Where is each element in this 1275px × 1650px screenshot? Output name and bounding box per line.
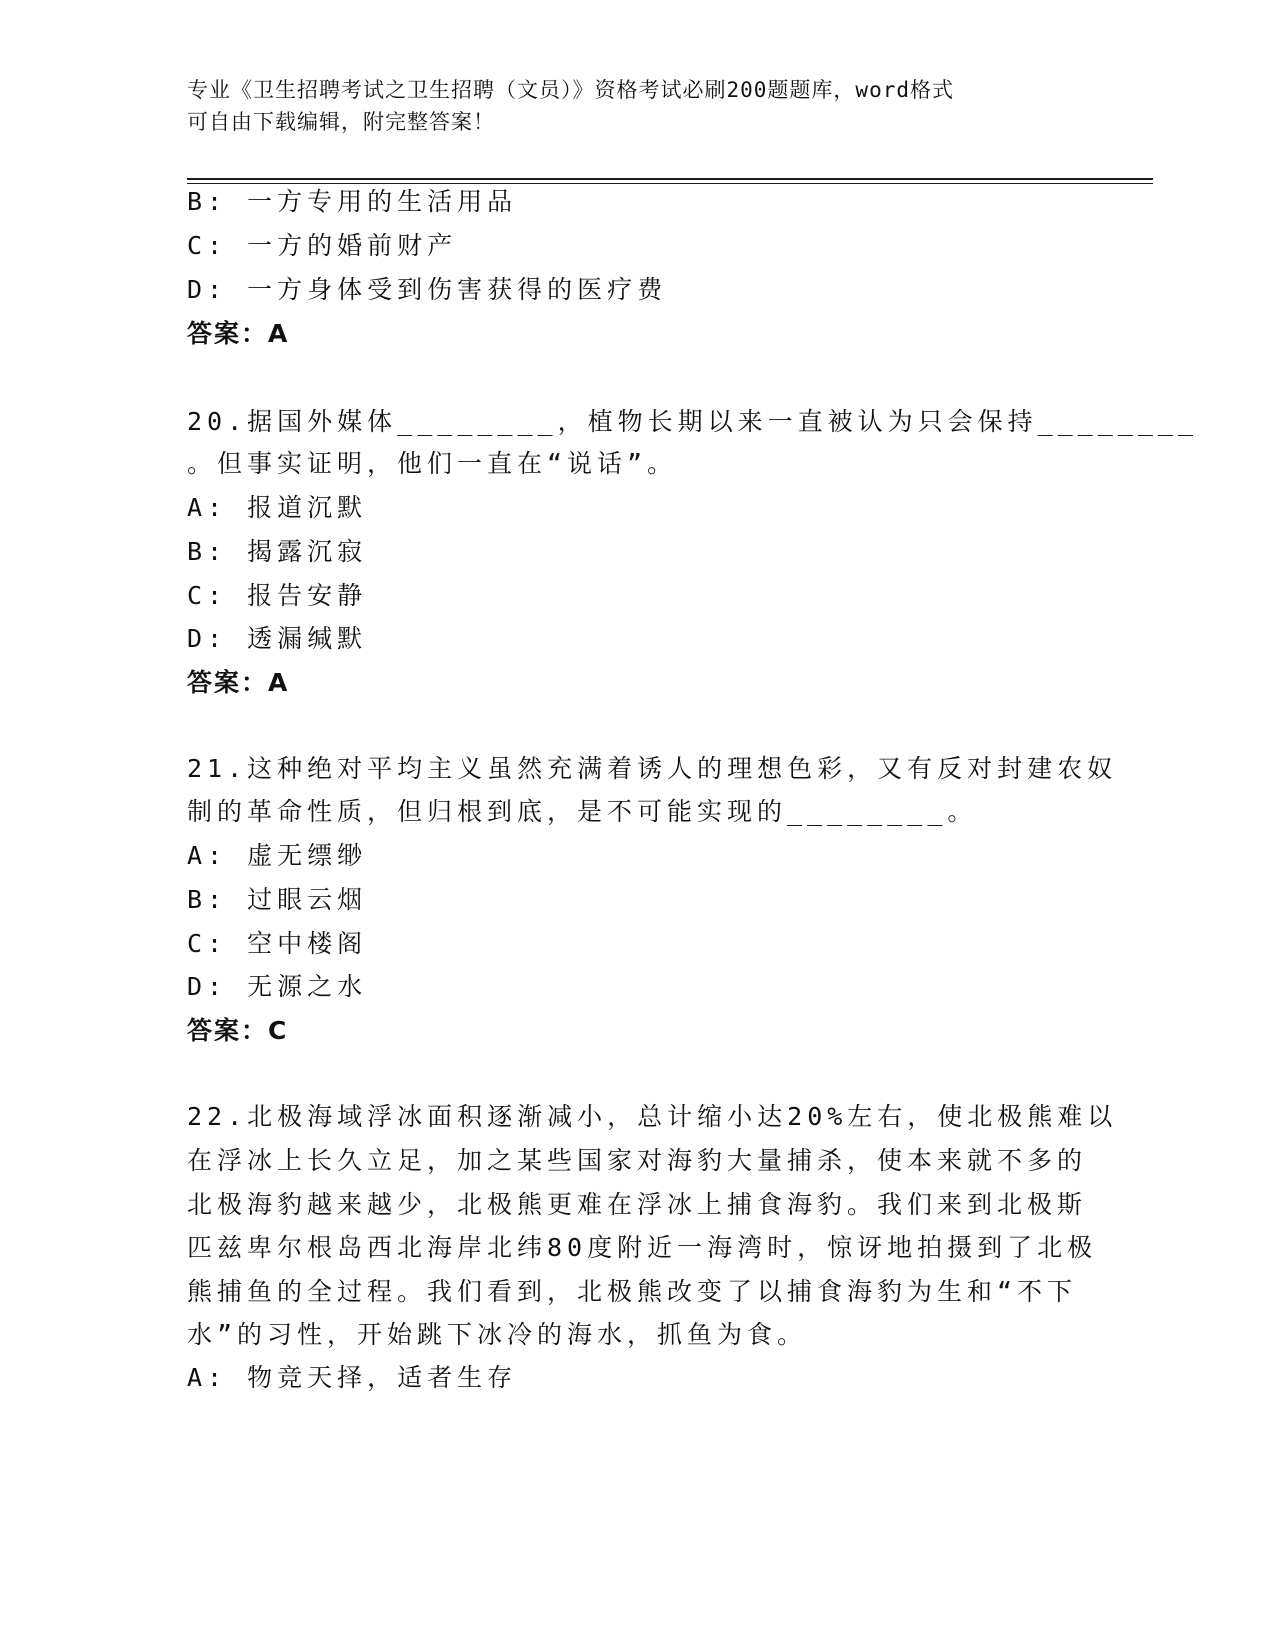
q20-option-a: A: 报道沉默 [187, 493, 368, 522]
header-line-2: 可自由下载编辑，附完整答案！ [187, 110, 495, 134]
q22-stem-line-3: 北极海豹越来越少，北极熊更难在浮冰上捕食海豹。我们来到北极斯 [187, 1190, 1088, 1219]
q19-answer: 答案：A [187, 319, 290, 348]
q21-option-a: A: 虚无缥缈 [187, 841, 368, 870]
q21-option-b: B: 过眼云烟 [187, 885, 368, 914]
q21-stem-line-2: 制的革命性质，但归根到底，是不可能实现的________。 [187, 797, 978, 826]
q21-answer: 答案：C [187, 1016, 289, 1045]
header-line-1: 专业《卫生招聘考试之卫生招聘（文员）》资格考试必刷200题题库，word格式 [187, 78, 954, 102]
q21-option-c: C: 空中楼阁 [187, 929, 368, 958]
header-divider-thin [187, 183, 1153, 184]
q22-stem-line-1: 22.北极海域浮冰面积逐渐减小，总计缩小达20%左右，使北极熊难以 [187, 1102, 1118, 1131]
q22-stem-line-5: 熊捕鱼的全过程。我们看到，北极熊改变了以捕食海豹为生和“不下 [187, 1277, 1078, 1306]
q22-option-a: A: 物竞天择，适者生存 [187, 1363, 518, 1392]
header-divider-thick [187, 178, 1153, 180]
q19-option-c: C: 一方的婚前财产 [187, 231, 458, 260]
q21-option-d: D: 无源之水 [187, 972, 368, 1001]
q19-option-d: D: 一方身体受到伤害获得的医疗费 [187, 275, 668, 304]
q20-stem-line-2: 。但事实证明，他们一直在“说话”。 [187, 449, 678, 478]
q20-option-c: C: 报告安静 [187, 581, 368, 610]
q19-option-b: B: 一方专用的生活用品 [187, 187, 518, 216]
q20-option-d: D: 透漏缄默 [187, 624, 368, 653]
q22-stem-line-2: 在浮冰上长久立足，加之某些国家对海豹大量捕杀，使本来就不多的 [187, 1146, 1088, 1175]
document-header [187, 74, 1067, 138]
q20-option-b: B: 揭露沉寂 [187, 537, 368, 566]
q20-stem-line-1: 20.据国外媒体________，植物长期以来一直被认为只会保持________ [187, 407, 1198, 436]
q21-stem-line-1: 21.这种绝对平均主义虽然充满着诱人的理想色彩，又有反对封建农奴 [187, 754, 1118, 783]
q22-stem-line-4: 匹兹卑尔根岛西北海岸北纬80度附近一海湾时，惊讶地拍摄到了北极 [187, 1233, 1098, 1262]
q22-stem-line-6: 水”的习性，开始跳下冰冷的海水，抓鱼为食。 [187, 1320, 808, 1349]
q20-answer: 答案：A [187, 668, 290, 697]
